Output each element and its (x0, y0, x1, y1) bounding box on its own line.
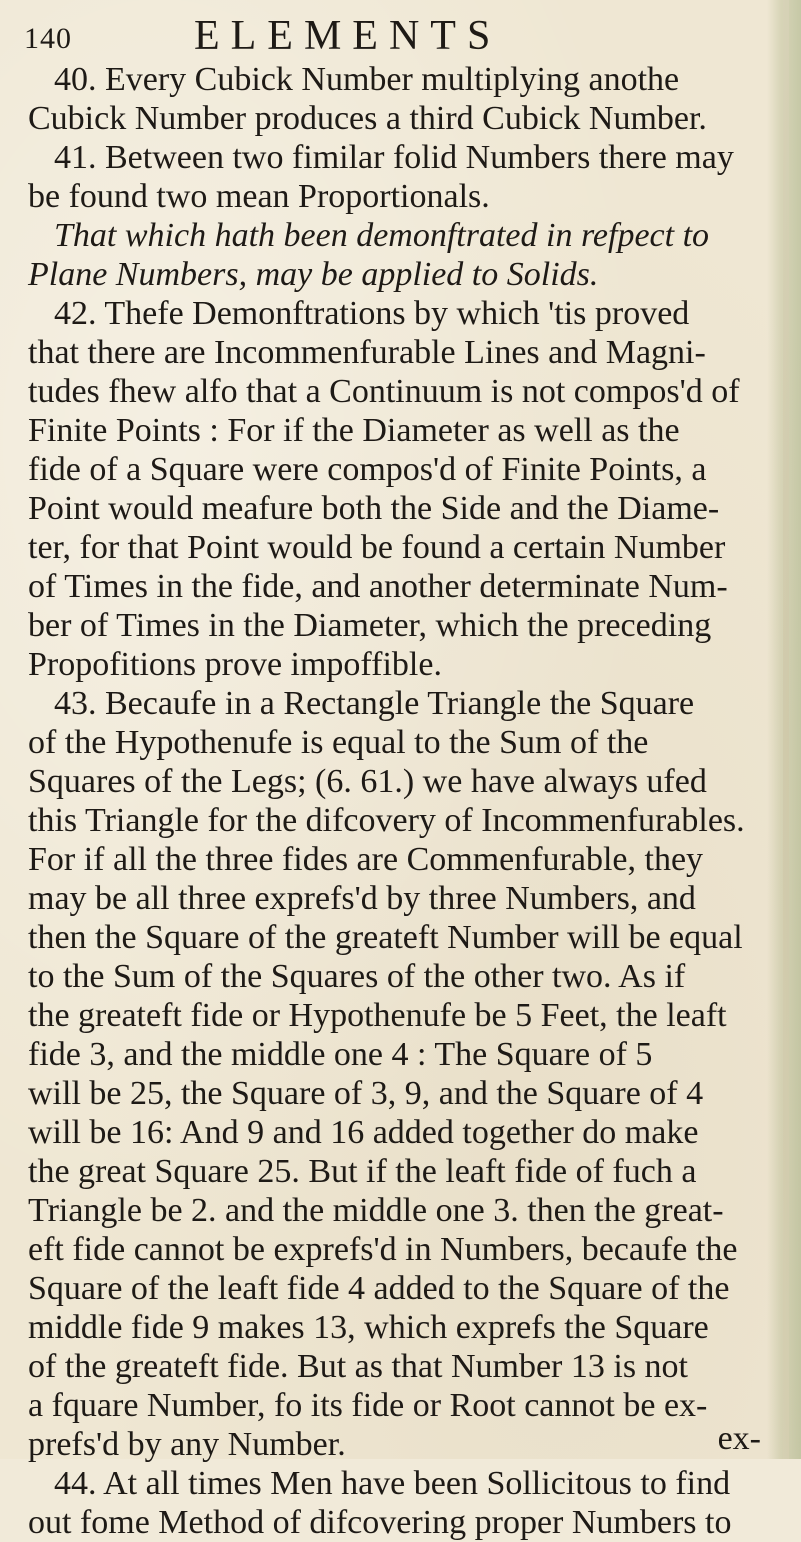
text-line: 42. Thefe Demonftrations by which 'tis proved (54, 295, 690, 332)
text-line: Plane Numbers, may be applied to Solids. (28, 256, 599, 293)
text-line: of the greateft fide. But as that Number 13 is not (28, 1348, 688, 1385)
text-line: Point would meafure both the Side and the Diame- (28, 490, 720, 527)
text-line: fide of a Square were compos'd of Finite Points, a (28, 451, 707, 488)
text-line: Propofitions prove impoffible. (28, 646, 442, 683)
text-line: may be all three exprefs'd by three Numbers, and (28, 880, 696, 917)
text-line: Square of the leaft fide 4 added to the Square of the (28, 1270, 730, 1307)
running-head (24, 12, 584, 60)
text-line: That which hath been demonftrated in refpect to (54, 217, 710, 254)
text-line: middle fide 9 makes 13, which exprefs the Square (28, 1309, 709, 1346)
text-line: 40. Every Cubick Number multiplying anothe (54, 61, 680, 98)
running-title: ELEMENTS (194, 13, 502, 59)
text-line: then the Square of the greateft Number will be equal (28, 919, 743, 956)
text-line: the greateft fide or Hypothenufe be 5 Feet, the leaft (28, 997, 727, 1034)
text-line: ber of Times in the Diameter, which the preceding (28, 607, 712, 644)
body-text (28, 60, 776, 1542)
text-line: prefs'd by any Number. (28, 1426, 346, 1463)
text-line: be found two mean Proportionals. (28, 178, 490, 215)
text-line: 44. At all times Men have been Sollicitous to find (54, 1465, 731, 1502)
catchword: ex- (717, 1420, 761, 1457)
text-line: eft fide cannot be exprefs'd in Numbers, becaufe the (28, 1231, 738, 1268)
text-line: Triangle be 2. and the middle one 3. then the great- (28, 1192, 724, 1229)
text-line: will be 16: And 9 and 16 added together do make (28, 1114, 699, 1151)
text-line: the great Square 25. But if the leaft fide of fuch a (28, 1153, 697, 1190)
text-line: tudes fhew alfo that a Continuum is not compos'd of (28, 373, 740, 410)
text-line: 43. Becaufe in a Rectangle Triangle the Square (54, 685, 695, 722)
page-edge (783, 0, 789, 1459)
text-line: to the Sum of the Squares of the other two. As if (28, 958, 686, 995)
text-line: will be 25, the Square of 3, 9, and the Square of 4 (28, 1075, 704, 1112)
text-line: of the Hypothenufe is equal to the Sum of the (28, 724, 649, 761)
text-line: 41. Between two fimilar folid Numbers there may (54, 139, 734, 176)
text-line: that there are Incommenfurable Lines and Magni- (28, 334, 706, 371)
text-line: For if all the three fides are Commenfurable, they (28, 841, 704, 878)
page-number: 140 (24, 22, 72, 55)
text-line: Finite Points : For if the Diameter as well as the (28, 412, 680, 449)
text-line: of Times in the fide, and another determinate Num- (28, 568, 728, 605)
text-line: a fquare Number, fo its fide or Root cannot be ex- (28, 1387, 708, 1424)
text-line: fide 3, and the middle one 4 : The Square of 5 (28, 1036, 653, 1073)
text-line: this Triangle for the difcovery of Incommenfurables. (28, 802, 745, 839)
text-line: Cubick Number produces a third Cubick Number. (28, 100, 707, 137)
text-line: out fome Method of difcovering proper Numbers to (28, 1504, 732, 1541)
text-line: ter, for that Point would be found a certain Number (28, 529, 726, 566)
text-line: Squares of the Legs; (6. 61.) we have always ufed (28, 763, 707, 800)
